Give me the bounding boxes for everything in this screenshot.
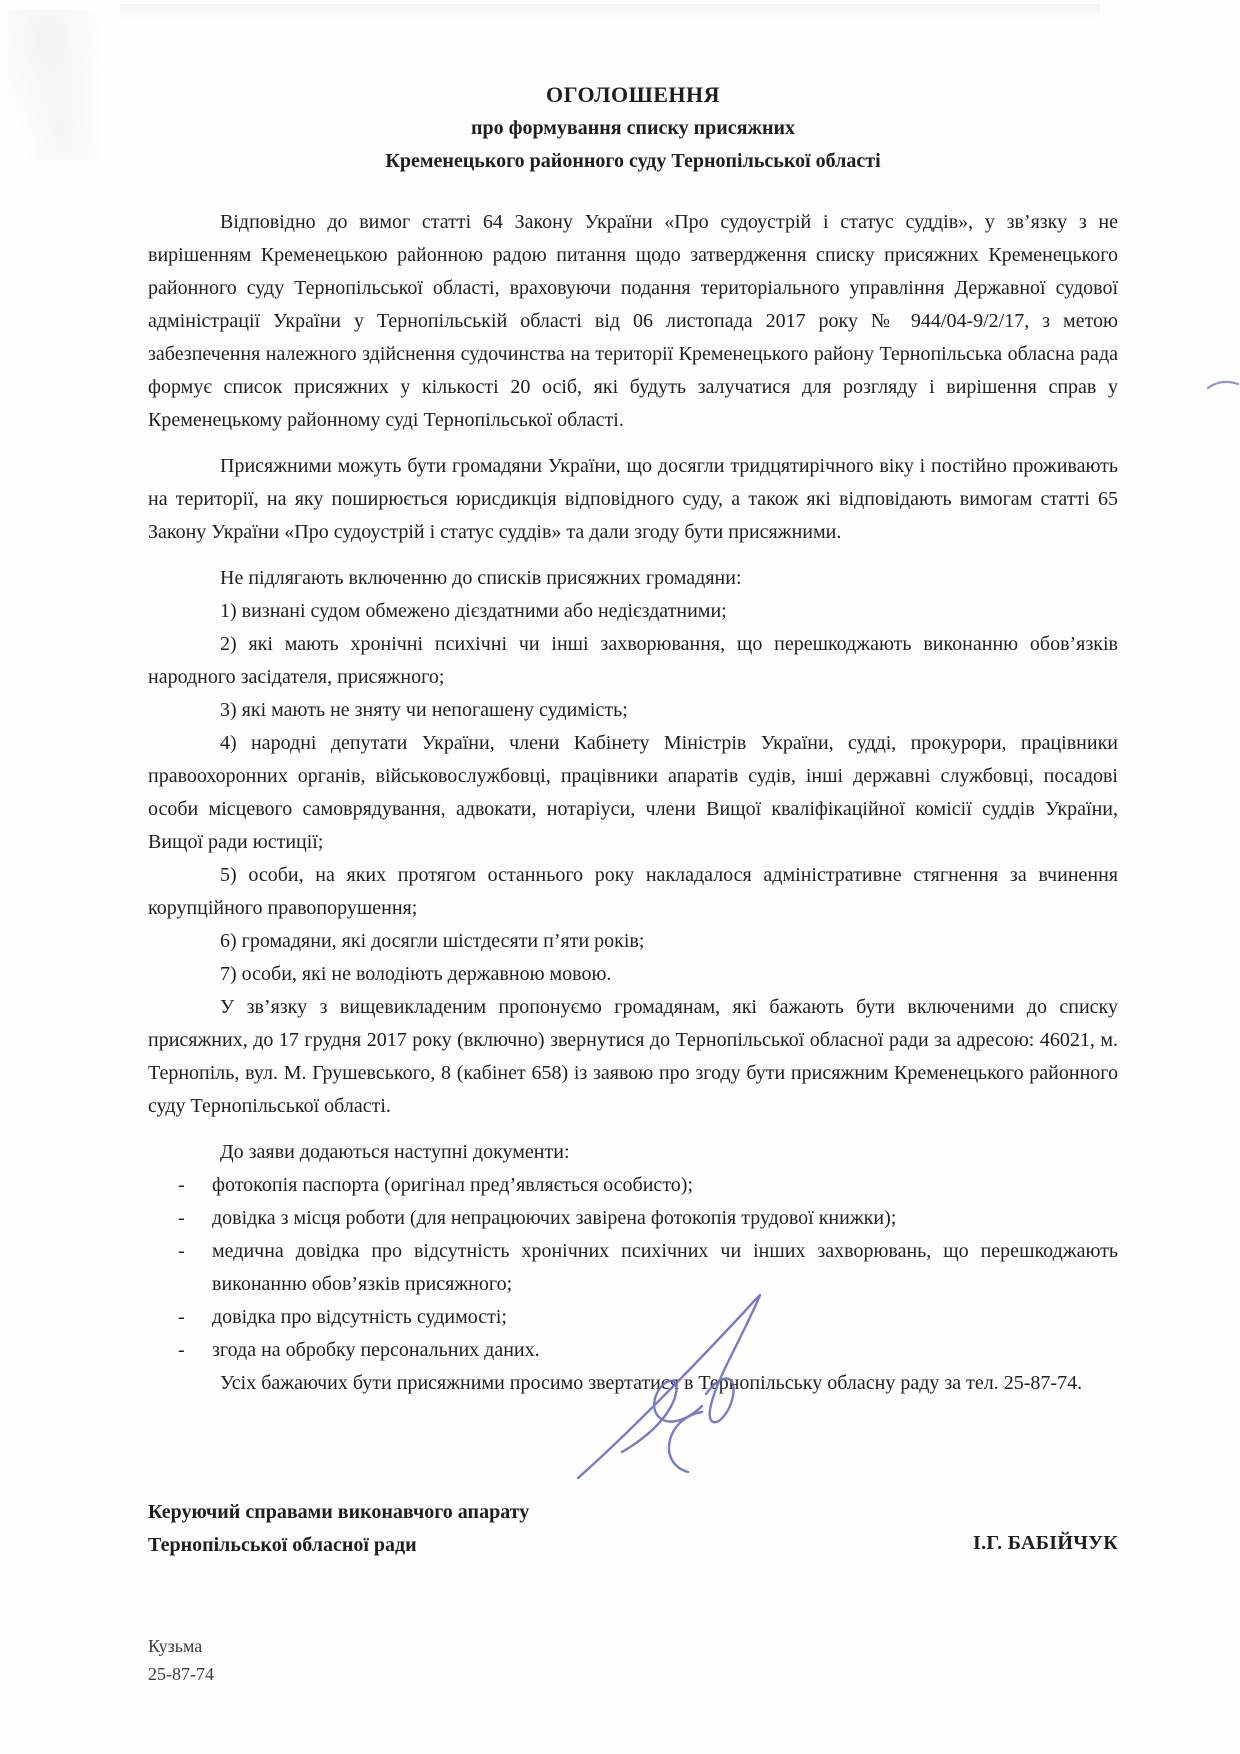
exclusion-item-4: 4) народні депутати України, члени Кабінету Міністрів України, судді, прокурори, працівники правоохоронних органів, військовослужбовці, працівники апаратів судів, інші державні службовці, посадові особи місцевого самоврядування, адвокати, нотаріуси, члени Вищої кваліфікаційної комісії суддів України, Вищої ради юстиції; <box>148 732 1118 853</box>
exclusion-item-1: 1) визнані судом обмежено дієздатними або недієздатними; <box>220 600 727 622</box>
exclusion-item-5: 5) особи, на яких протягом останнього року накладалося адміністративне стягнення за вчинення корупційного правопорушення; <box>148 864 1118 919</box>
list-item <box>178 1169 1118 1202</box>
paragraph-application: У зв’язку з вищевикладеним пропонуємо громадянам, які бажають бути включеними до списку присяжних, до 17 грудня 2017 року (включно) звернутися до Тернопільської обласної ради за адресою: 46021, м. Тернопіль, вул. М. Грушевського, 8 (кабінет 658) із заявою про згоду бути присяжним Кременецького районного суду Тернопільської області. <box>148 996 1118 1117</box>
paragraph-intro: Відповідно до вимог статті 64 Закону України «Про судоустрій і статус суддів», у зв’язку з не вирішенням Кременецькою районною радою питання щодо затвердження списку присяжних Кременецького районного суду Тернопільської області, враховуючи подання територіального управління Державної судової адміністрації України у Тернопільській області від 06 листопада 2017 року № 944/04-9/2/17, з метою забезпечення належного здійснення судочинства на території Кременецького району Тернопільська обласна рада формує список присяжних у кількості 20 осіб, які будуть залучатися для розгляду і вирішення справ у Кременецькому районному суді Тернопільської області. <box>148 211 1118 431</box>
dash-marker: - <box>178 1174 185 1196</box>
documents-intro: До заяви додаються наступні документи: <box>220 1141 570 1163</box>
document-subtitle-line2: Кременецького районного суду Тернопільської області <box>385 150 881 172</box>
contact-name: Кузьма <box>148 1636 203 1656</box>
contact-phone: 25-87-74 <box>148 1664 214 1684</box>
signatory-position-line2: Тернопільської обласної ради <box>148 1534 417 1556</box>
dash-marker: - <box>178 1339 185 1361</box>
list-item <box>178 1301 1118 1334</box>
exclusion-intro: Не підлягають включенню до списків присяжних громадяни: <box>220 567 742 589</box>
paragraph-closing: Усіх бажаючих бути присяжними просимо звертатися в Тернопільську обласну раду за тел. 25-87-74. <box>220 1372 1083 1394</box>
document-subtitle-line1: про формування списку присяжних <box>470 117 796 139</box>
exclusion-item-6: 6) громадяни, які досягли шістдесяти п’яти років; <box>220 930 645 952</box>
list-item-text: фотокопія паспорта (оригінал пред’являється особисто); <box>212 1174 694 1196</box>
signatory-name: І.Г. БАБІЙЧУК <box>973 1532 1118 1554</box>
list-item <box>178 1202 1118 1235</box>
list-item <box>178 1334 1118 1367</box>
signatory-position <box>148 1496 529 1562</box>
exclusion-item-2: 2) які мають хронічні психічні чи інші захворювання, що перешкоджають виконанню обов’язків народного засідателя, присяжного; <box>148 633 1118 688</box>
list-item-text: довідка про відсутність судимості; <box>212 1306 507 1328</box>
signature-block <box>148 1496 1118 1562</box>
signatory-position-line1: Керуючий справами виконавчого апарату <box>148 1501 530 1523</box>
paragraph-eligibility: Присяжними можуть бути громадяни України, що досягли тридцятирічного віку і постійно проживають на території, на яку поширюється юрисдикція відповідного суду, а також які відповідають вимогам статті 65 Закону України «Про судоустрій і статус суддів» та дали згоду бути присяжними. <box>148 455 1118 543</box>
list-item-text: згода на обробку персональних даних. <box>212 1339 540 1361</box>
dash-marker: - <box>178 1207 185 1229</box>
document-title: ОГОЛОШЕННЯ <box>545 82 721 107</box>
dash-marker: - <box>178 1306 185 1328</box>
documents-list <box>148 1169 1118 1367</box>
dash-marker: - <box>178 1240 185 1262</box>
contact-footnote <box>148 1632 1118 1688</box>
exclusion-item-3: 3) які мають не зняту чи непогашену судимість; <box>220 699 628 721</box>
scan-artifact-band <box>120 4 1100 20</box>
exclusion-item-7: 7) особи, які не володіють державною мовою. <box>220 963 612 985</box>
list-item-text: медична довідка про відсутність хронічних психічних чи інших захворювань, що перешкоджають виконанню обов’язків присяжного; <box>212 1240 1118 1295</box>
scan-artifact-smudge <box>8 10 118 160</box>
document-title-block <box>148 78 1118 178</box>
list-item-text: довідка з місця роботи (для непрацюючих завірена фотокопія трудової книжки); <box>212 1207 897 1229</box>
margin-pen-tick <box>1206 368 1240 402</box>
list-item <box>178 1235 1118 1301</box>
